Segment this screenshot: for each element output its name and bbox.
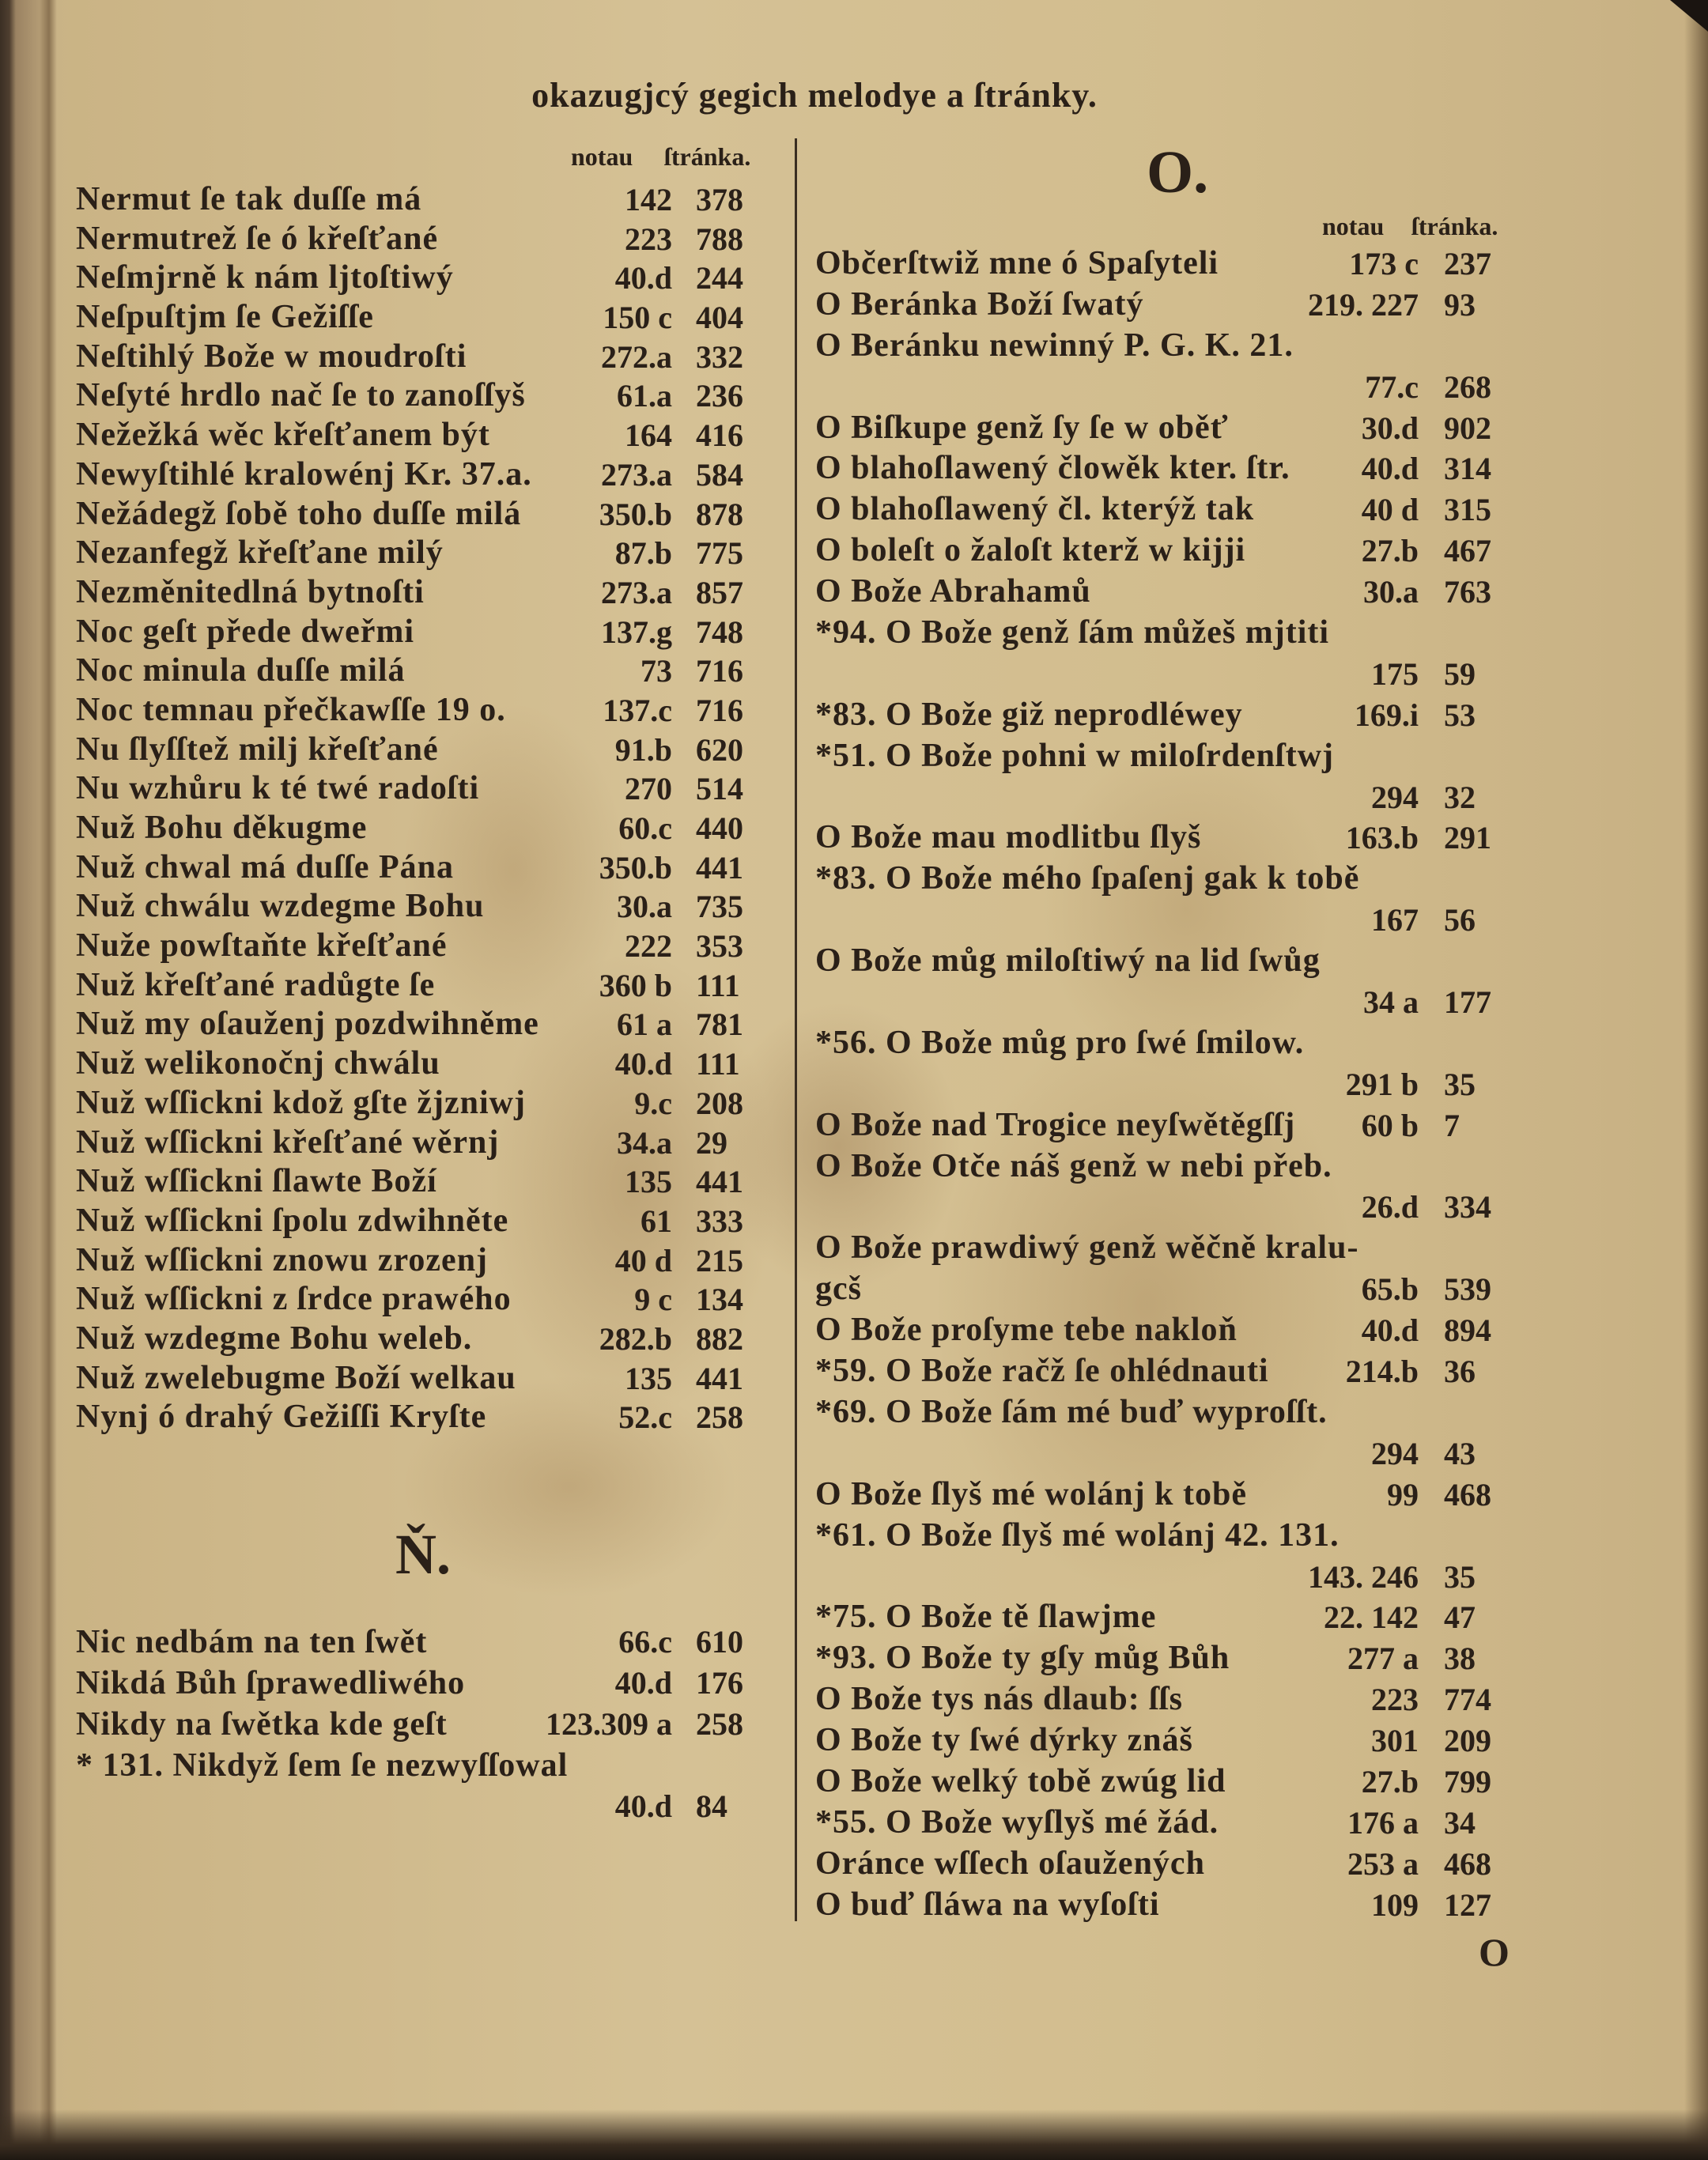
entry-title: *59. O Bože račž ſe ohlédnauti [815,1353,1269,1390]
left-header-page: ſtránka. [664,142,751,171]
entry-melody-number: 61 a [617,1006,672,1043]
entry-melody-number: 34.a [617,1124,672,1161]
entry-melody-number: 40.d [614,1788,672,1824]
entry-title: Nuž my oſauženj pozdwihněme [76,1006,539,1043]
entry-page-number: 111 [696,967,740,1003]
entry-title: Nuž wſſickni kdož gſte žjzniwj [76,1084,526,1121]
index-entry [815,1557,1542,1598]
entry-melody-number: 173 c [1349,246,1419,281]
right-index-list [815,244,1542,1926]
entry-title: O Bože ty ſwé dýrky znáš [815,1722,1193,1759]
index-entry [76,495,772,534]
entry-page-number: 315 [1444,492,1491,528]
entry-page-number: 857 [696,574,743,610]
entry-melody-number: 176 a [1347,1804,1419,1841]
entry-page-number: 333 [696,1203,743,1239]
entry-title: Nynj ó drahý Gežiſſi Kryſte [76,1399,487,1436]
entry-page-number: 176 [696,1665,743,1701]
entry-page-number: 763 [1444,574,1491,610]
entry-melody-number: 223 [1371,1682,1419,1718]
entry-title: O Bože welký tobě zwúg lid [815,1762,1226,1799]
entry-title: Nuž wſſickni ſpolu zdwihněte [76,1202,509,1239]
entry-melody-number: 350.b [599,496,672,532]
entry-title: Nuž chwálu wzdegme Bohu [76,888,485,925]
entry-page-number: 468 [1444,1476,1491,1512]
index-entry [815,695,1542,736]
entry-page-number: 416 [696,417,743,454]
entry-melody-number: 273.a [601,574,672,610]
entry-page-number: 34 [1444,1804,1476,1841]
index-entry [815,1720,1542,1762]
index-entry [815,1638,1542,1679]
entry-melody-number: 40 d [1361,492,1419,528]
entry-melody-number: 27.b [1361,533,1419,569]
index-entry [76,416,772,455]
index-entry [815,1269,1542,1310]
index-entry [815,859,1542,900]
index-entry [815,1105,1542,1146]
index-entry [815,1146,1542,1188]
entry-page-number: 236 [696,378,743,414]
entry-page-number: 788 [696,221,743,257]
entry-title: *93. O Bože ty gſy můg Bůh [815,1640,1230,1677]
entry-title: gcš [815,1271,862,1308]
entry-page-number: 620 [696,731,743,768]
running-header: okazugjcý gegich melodye a ſtránky. [531,76,1098,115]
entry-page-number: 134 [696,1282,743,1318]
entry-title: Nuž wſſickni ſlawte Boží [76,1163,437,1200]
entry-melody-number: 9 c [634,1282,672,1318]
index-entry [76,338,772,377]
index-entry [76,731,772,770]
entry-melody-number: 61.a [617,378,672,414]
index-entry [815,367,1542,408]
index-entry [815,489,1542,531]
entry-title: *51. O Bože pohni w miloſrdenſtwj [815,737,1335,774]
entry-melody-number: 40.d [614,1665,672,1701]
index-entry [815,900,1542,941]
entry-title: *83. O Bože mého ſpaſenj gak k tobě [815,860,1360,897]
right-header-page: ſtránka. [1411,212,1498,240]
entry-title: *69. O Bože ſám mé buď wyproſſt. [815,1393,1328,1430]
entry-title: Neſtihlý Bože w moudroſti [76,338,467,375]
entry-page-number: 441 [696,1360,743,1396]
entry-title: O Beránku newinný P. G. K. 21. [815,327,1294,364]
entry-page-number: 29 [696,1124,727,1161]
entry-melody-number: 40.d [614,260,672,296]
entry-title: Nu ſlyſſtež milj křeſťané [76,731,439,768]
entry-page-number: 215 [696,1242,743,1278]
catchword: O [1479,1930,1510,1974]
index-entry [815,1516,1542,1557]
entry-melody-number: 282.b [599,1320,672,1357]
entry-title: Nuž wzdegme Bohu weleb. [76,1320,473,1357]
entry-melody-number: 60 b [1361,1107,1419,1143]
index-entry [76,848,772,888]
entry-title: Nermut ſe tak duſſe má [76,181,422,217]
entry-page-number: 441 [696,1164,743,1200]
index-entry [76,1005,772,1044]
entry-melody-number: 123.309 a [546,1706,672,1742]
entry-melody-number: 222 [625,928,672,965]
entry-melody-number: 99 [1387,1476,1419,1512]
entry-page-number: 35 [1444,1066,1476,1102]
index-entry [815,1885,1542,1926]
entry-melody-number: 273.a [601,456,672,493]
entry-title: Nikdá Bůh ſprawedliwého [76,1665,466,1701]
index-entry [76,1202,772,1241]
index-entry [815,736,1542,777]
entry-title: O Bože Abrahamů [815,573,1091,610]
entry-page-number: 111 [696,1046,740,1082]
entry-page-number: 36 [1444,1354,1476,1390]
entry-page-number: 53 [1444,697,1476,733]
entry-title: Nikdy na ſwětka kde geſt [76,1706,448,1743]
entry-title: O Bože prawdiwý genž wěčně kralu- [815,1229,1359,1267]
entry-page-number: 237 [1444,246,1491,281]
entry-melody-number: 277 a [1347,1641,1419,1677]
index-entry [76,1044,772,1084]
index-entry [76,259,772,298]
entry-melody-number: 137.c [603,692,672,728]
entry-melody-number: 219. 227 [1308,286,1419,323]
entry-page-number: 177 [1444,984,1491,1021]
entry-melody-number: 30.a [617,889,672,925]
entry-title: O Biſkupe genž ſy ſe w oběť [815,409,1229,446]
index-entry [815,1351,1542,1392]
index-entry [76,1663,772,1704]
index-entry [76,927,772,966]
entry-title: O blahoſlawený čl. kterýž tak [815,491,1255,528]
index-entry [815,777,1542,818]
entry-title: Nuž chwal má duſſe Pána [76,848,455,886]
index-entry [815,1597,1542,1638]
entry-melody-number: 135 [625,1164,672,1200]
entry-melody-number: 34 a [1363,984,1419,1021]
entry-page-number: 894 [1444,1312,1491,1349]
entry-title: Oránce wſſech oſaužených [815,1845,1205,1882]
entry-title: Neſmjrně k nám ljtoſtiwý [76,259,454,296]
entry-page-number: 93 [1444,286,1476,323]
entry-title: *83. O Bože giž neprodléwey [815,696,1243,733]
index-entry [815,818,1542,859]
left-header-notau: notau [571,142,633,171]
index-entry [815,408,1542,449]
index-entry [76,1280,772,1320]
entry-title: O Bože ſlyš mé wolánj k tobě [815,1475,1247,1512]
index-entry [76,1084,772,1123]
index-entry [76,769,772,809]
binding-shadow [0,0,73,2160]
entry-title: Nuž wſſickni křeſťané wěrnj [76,1123,500,1161]
index-entry [76,180,772,220]
entry-melody-number: 135 [625,1360,672,1396]
entry-page-number: 127 [1444,1886,1491,1923]
entry-title: Nermutrež ſe ó křeſťané [76,220,439,257]
index-entry [815,613,1542,654]
entry-melody-number: 223 [625,221,672,257]
entry-page-number: 244 [696,260,743,296]
entry-melody-number: 77.c [1365,368,1419,405]
index-entry [76,1398,772,1437]
entry-page-number: 748 [696,614,743,650]
entry-melody-number: 30.a [1363,574,1419,610]
entry-title: *61. O Bože ſlyš mé wolánj 42. 131. [815,1516,1340,1554]
entry-page-number: 84 [696,1788,727,1824]
index-entry [76,1359,772,1399]
left-index-list [76,180,772,1437]
entry-melody-number: 91.b [614,731,672,768]
entry-page-number: 716 [696,653,743,689]
entry-title: *56. O Bože můg pro ſwé ſmilow. [815,1024,1305,1061]
entry-title: Nuž Bohu děkugme [76,810,368,846]
index-entry [76,1786,772,1827]
index-entry [76,887,772,927]
entry-page-number: 38 [1444,1641,1476,1677]
entry-melody-number: 294 [1371,1435,1419,1471]
entry-page-number: 209 [1444,1723,1491,1759]
index-entry [815,1023,1542,1064]
entry-melody-number: 142 [625,182,672,217]
entry-title: Nezměnitedlná bytnoſti [76,573,425,610]
entry-page-number: 468 [1444,1845,1491,1882]
entry-page-number: 35 [1444,1558,1476,1595]
entry-page-number: 781 [696,1006,743,1043]
entry-title: O Bože nad Trogice neyſwětěgſſj [815,1106,1296,1143]
entry-melody-number: 60.c [618,810,672,846]
entry-page-number: 268 [1444,368,1491,405]
entry-page-number: 775 [696,535,743,572]
entry-title: O Bože můg miloſtiwý na lid ſwůg [815,942,1321,980]
entry-title: Nuž wſſickni z ſrdce prawého [76,1281,512,1318]
entry-melody-number: 40.d [1361,451,1419,487]
entry-title: O Bože Otče náš genž w nebi přeb. [815,1147,1332,1184]
entry-title: Neſpuſtjm ſe Gežiſſe [76,299,374,336]
entry-title: Občerſtwiž mne ó Spaſyteli [815,245,1219,281]
entry-melody-number: 61 [640,1203,672,1239]
index-entry [815,1679,1542,1720]
entry-page-number: 258 [696,1399,743,1436]
index-entry [76,455,772,495]
index-entry [76,220,772,259]
entry-page-number: 334 [1444,1189,1491,1225]
entry-melody-number: 40.d [1361,1312,1419,1349]
entry-melody-number: 214.b [1345,1354,1419,1390]
entry-title: Nuže powſtaňte křeſťané [76,927,448,965]
index-entry [815,1187,1542,1228]
section-heading-n-caron: Ň. [395,1523,451,1586]
n-caron-index-list [76,1622,772,1827]
entry-page-number: 774 [1444,1682,1491,1718]
index-entry [815,244,1542,285]
index-entry [815,941,1542,982]
entry-melody-number: 294 [1371,779,1419,815]
entry-page-number: 902 [1444,410,1491,446]
entry-title: O blahoſlawený člowěk kter. ſtr. [815,450,1290,487]
index-entry [815,285,1542,326]
index-entry [76,691,772,731]
entry-title: Nuž wſſickni znowu zrozenj [76,1241,489,1278]
entry-page-number: 56 [1444,902,1476,938]
page-edge-right [1684,0,1708,2160]
index-entry [76,534,772,573]
index-entry [76,1162,772,1202]
entry-page-number: 878 [696,496,743,532]
column-divider [795,138,797,1921]
entry-title: Noc temnau přečkawſſe 19 o. [76,691,506,728]
entry-melody-number: 65.b [1361,1271,1419,1308]
entry-page-number: 584 [696,456,743,493]
entry-page-number: 208 [696,1085,743,1121]
index-entry [76,298,772,338]
entry-melody-number: 66.c [618,1624,672,1660]
index-entry [76,809,772,848]
entry-melody-number: 350.b [599,849,672,886]
entry-melody-number: 22. 142 [1324,1599,1419,1636]
entry-page-number: 332 [696,338,743,375]
entry-title: Nuž zwelebugme Boží welkau [76,1359,516,1396]
index-entry [76,1320,772,1359]
index-entry [76,613,772,652]
entry-title: *55. O Bože wyſlyš mé žád. [815,1803,1219,1841]
entry-melody-number: 163.b [1345,820,1419,856]
entry-title: Noc geſt přede dweřmi [76,613,415,650]
entry-page-number: 539 [1444,1271,1491,1308]
entry-title: Noc minula duſſe milá [76,652,406,689]
entry-melody-number: 291 b [1345,1066,1419,1102]
index-entry [815,1392,1542,1433]
right-header-notau: notau [1322,212,1385,240]
index-entry [76,1241,772,1281]
index-entry [76,1704,772,1745]
entry-title: Nuž křeſťané radůgte ſe [76,966,436,1003]
entry-melody-number: 73 [640,653,672,689]
entry-page-number: 882 [696,1320,743,1357]
entry-title: Nežádegž ſobě toho duſſe milá [76,495,522,532]
entry-page-number: 514 [696,771,743,807]
index-entry [76,1745,772,1786]
index-entry [815,448,1542,489]
entry-page-number: 467 [1444,533,1491,569]
entry-page-number: 43 [1444,1435,1476,1471]
entry-page-number: 59 [1444,655,1476,692]
index-entry [815,1064,1542,1105]
index-entry [76,1622,772,1663]
index-entry [815,326,1542,367]
index-entry [76,376,772,416]
entry-page-number: 47 [1444,1599,1476,1636]
entry-melody-number: 40 d [614,1242,672,1278]
entry-melody-number: 26.d [1361,1189,1419,1225]
index-entry [815,572,1542,613]
entry-melody-number: 272.a [601,338,672,375]
entry-title: Nežežká wěc křeſťanem být [76,417,490,454]
entry-melody-number: 137.g [601,614,672,650]
index-entry [76,651,772,691]
entry-page-number: 378 [696,182,743,217]
entry-page-number: 7 [1444,1107,1460,1143]
entry-title: Nuž welikonočnj chwálu [76,1045,440,1082]
entry-melody-number: 301 [1371,1723,1419,1759]
entry-page-number: 441 [696,849,743,886]
entry-melody-number: 253 a [1347,1845,1419,1882]
entry-melody-number: 9.c [634,1085,672,1121]
entry-title: * 131. Nikdyž ſem ſe nezwyſſowal [76,1747,569,1784]
entry-melody-number: 169.i [1354,697,1419,733]
entry-melody-number: 150 c [603,300,672,336]
entry-page-number: 353 [696,928,743,965]
entry-title: Nu wzhůru k té twé radoſti [76,770,480,807]
entry-title: Nezanfegž křeſťane milý [76,534,444,572]
index-entry [815,982,1542,1023]
entry-melody-number: 143. 246 [1308,1558,1419,1595]
page-edge-bottom [0,2109,1708,2160]
entry-melody-number: 27.b [1361,1763,1419,1799]
entry-melody-number: 109 [1371,1886,1419,1923]
entry-page-number: 735 [696,889,743,925]
entry-melody-number: 87.b [614,535,672,572]
entry-title: Nic nedbám na ten ſwět [76,1624,428,1660]
entry-title: O buď ſláwa na wyſoſti [815,1886,1160,1923]
entry-title: *75. O Bože tě ſlawjme [815,1599,1157,1636]
index-entry [815,654,1542,695]
entry-title: Neſyté hrdlo nač ſe to zanoſſyš [76,377,526,414]
entry-melody-number: 52.c [618,1399,672,1436]
entry-melody-number: 167 [1371,902,1419,938]
index-entry [815,1762,1542,1803]
entry-melody-number: 30.d [1361,410,1419,446]
index-entry [76,573,772,613]
entry-title: *94. O Bože genž ſám můžeš mjtiti [815,614,1330,651]
entry-title: O Bože tys nás dlaub: ſſs [815,1681,1183,1718]
entry-melody-number: 40.d [614,1046,672,1082]
entry-melody-number: 164 [625,417,672,454]
entry-melody-number: 270 [625,771,672,807]
index-entry [815,1844,1542,1885]
entry-title: O Bože mau modlitbu ſlyš [815,819,1202,856]
entry-title: O Bože proſyme tebe nakloň [815,1312,1238,1349]
entry-page-number: 799 [1444,1763,1491,1799]
index-entry [76,1123,772,1163]
entry-page-number: 258 [696,1706,743,1742]
entry-page-number: 716 [696,692,743,728]
index-entry [815,531,1542,572]
section-heading-o: O. [1147,139,1209,206]
entry-page-number: 404 [696,300,743,336]
entry-page-number: 32 [1444,779,1476,815]
entry-title: O Beránka Boží ſwatý [815,285,1144,323]
entry-page-number: 440 [696,810,743,846]
entry-page-number: 314 [1444,451,1491,487]
entry-page-number: 610 [696,1624,743,1660]
entry-title: O boleſt o žaloſt kterž w kijji [815,532,1246,569]
entry-page-number: 291 [1444,820,1491,856]
index-entry [815,1228,1542,1269]
index-entry [815,1433,1542,1475]
index-entry [76,966,772,1006]
index-entry [815,1475,1542,1516]
index-entry [815,1310,1542,1351]
index-entry [815,1803,1542,1844]
entry-melody-number: 175 [1371,655,1419,692]
entry-title: Newyſtihlé kralowénj Kr. 37.a. [76,455,532,493]
entry-melody-number: 360 b [599,967,672,1003]
